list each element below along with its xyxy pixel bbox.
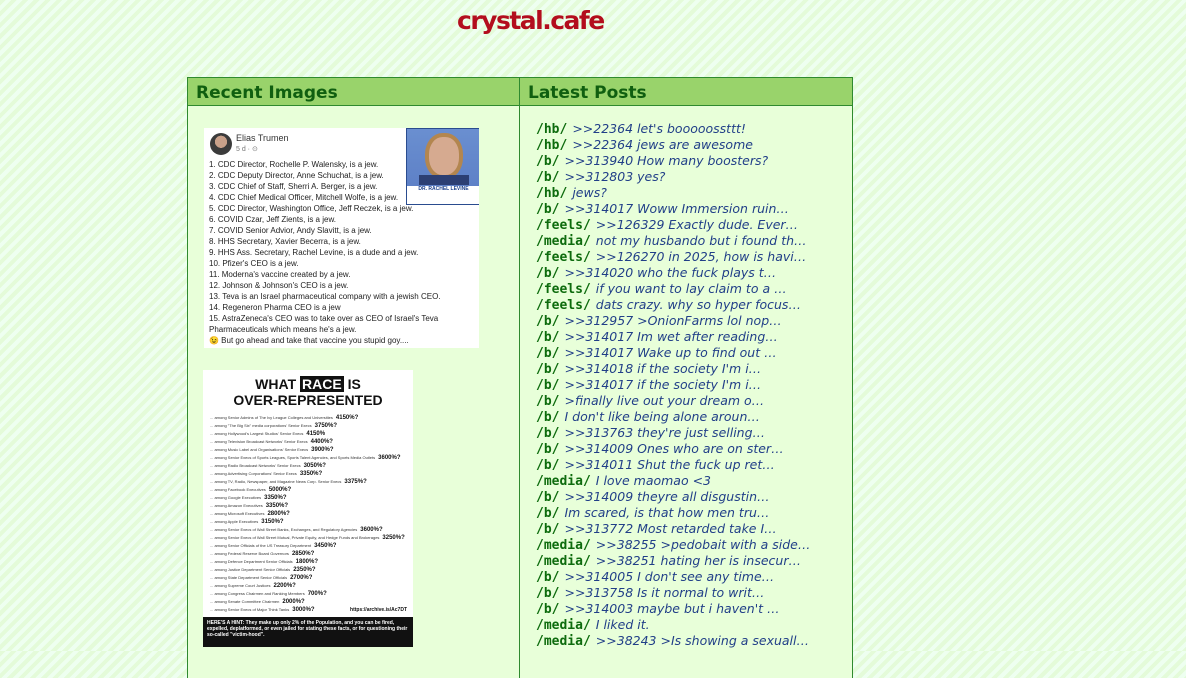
post-excerpt-link[interactable]: >>314005 I don't see any time… bbox=[564, 569, 775, 584]
image-text-line: 14. Regeneron Pharma CEO is a jew bbox=[209, 303, 341, 312]
infographic-title bbox=[203, 376, 413, 408]
post-board-link[interactable]: /media/ bbox=[536, 474, 591, 489]
row-value: 4400%? bbox=[310, 439, 333, 445]
row-label: ... among Senior Officials of the US Treasury Department bbox=[210, 543, 312, 548]
post-board-link[interactable]: /b/ bbox=[536, 394, 560, 409]
post-item bbox=[536, 473, 848, 489]
post-excerpt-link[interactable]: not my husbando but i found th… bbox=[595, 233, 807, 248]
post-item bbox=[536, 457, 848, 473]
infographic-row bbox=[210, 502, 413, 510]
post-item bbox=[536, 329, 848, 345]
infographic-row bbox=[210, 494, 413, 502]
post-item bbox=[536, 265, 848, 281]
image-text-line: 7. COVID Senior Advior, Andy Slavitt, is a jew. bbox=[209, 226, 372, 235]
row-value: 3350%? bbox=[299, 471, 323, 477]
post-board-link[interactable]: /b/ bbox=[536, 522, 560, 537]
row-label: ... among Advertising Corporations' Senior Execs bbox=[210, 471, 297, 476]
archive-link-text: https://archive.is/Ac7DT bbox=[350, 607, 407, 613]
infographic-row bbox=[210, 566, 413, 574]
infographic-row bbox=[210, 422, 413, 430]
author-avatar bbox=[210, 133, 232, 155]
post-item bbox=[536, 521, 848, 537]
row-value: 2000%? bbox=[282, 599, 305, 605]
post-board-link[interactable]: /feels/ bbox=[536, 218, 591, 233]
infographic-row bbox=[210, 558, 413, 566]
row-value: 3350%? bbox=[264, 495, 287, 501]
row-value: 2350%? bbox=[293, 567, 316, 573]
row-label: ... among Federal Reserve Board Governors bbox=[210, 551, 289, 556]
post-excerpt-link[interactable]: Im scared, is that how men tru… bbox=[564, 505, 770, 520]
recent-image-2[interactable] bbox=[203, 370, 413, 647]
post-item bbox=[536, 153, 848, 169]
recent-images-header: Recent Images bbox=[188, 78, 519, 106]
row-value: 3600%? bbox=[378, 455, 401, 461]
post-board-link[interactable]: /b/ bbox=[536, 378, 560, 393]
row-value: 4150% bbox=[306, 431, 326, 437]
title-line-2: OVER-REPRESENTED bbox=[233, 392, 383, 408]
row-value: 2850%? bbox=[291, 551, 315, 557]
post-excerpt-link[interactable]: >>312803 yes? bbox=[564, 169, 666, 184]
latest-posts-list bbox=[536, 121, 848, 649]
title-part-1: WHAT bbox=[255, 376, 301, 392]
row-label: ... among Television Broadcast Networks' Senior Execs bbox=[210, 439, 308, 444]
image-text-line: 6. COVID Czar, Jeff Zients, is a jew. bbox=[209, 215, 337, 224]
infographic-row bbox=[210, 542, 413, 550]
photo-caption: DR. RACHEL LEVINE bbox=[407, 186, 479, 204]
row-label: ... among Senior Execs of Major Think Tanks bbox=[210, 607, 290, 612]
image-text-line: 5. CDC Director, Washington Office, Jeff Reczek, is a jew. bbox=[209, 204, 414, 213]
infographic-row bbox=[210, 462, 413, 470]
image-text-line: 1. CDC Director, Rochelle P. Walensky, is a jew. bbox=[209, 160, 379, 169]
post-item bbox=[536, 441, 848, 457]
post-board-link[interactable]: /b/ bbox=[536, 490, 560, 505]
post-board-link[interactable]: /hb/ bbox=[536, 122, 568, 137]
hint-text: HERE'S A HINT: They make up only 2% of the Population, and you can be fired, expelled, deplatformed, or even jailed for stating these facts, or for questioning their so-called "victim-hood". bbox=[203, 617, 413, 647]
post-excerpt-link[interactable]: >>314009 Ones who are on ster… bbox=[564, 441, 784, 456]
post-board-link[interactable]: /b/ bbox=[536, 442, 560, 457]
post-item bbox=[536, 169, 848, 185]
recent-images-panel bbox=[188, 78, 520, 678]
infographic-row bbox=[210, 518, 413, 526]
infographic-rows bbox=[210, 414, 413, 614]
row-value: 2200%? bbox=[273, 583, 296, 589]
post-board-link[interactable]: /feels/ bbox=[536, 250, 591, 265]
post-board-link[interactable]: /b/ bbox=[536, 570, 560, 585]
post-item bbox=[536, 569, 848, 585]
row-label: ... among State Department Senior Officials bbox=[210, 575, 288, 580]
post-board-link[interactable]: /b/ bbox=[536, 170, 560, 185]
post-item bbox=[536, 233, 848, 249]
post-excerpt-link[interactable]: >>313940 How many boosters? bbox=[564, 153, 769, 168]
post-excerpt-link[interactable]: dats crazy. why so hyper focus… bbox=[595, 297, 801, 312]
post-board-link[interactable]: /media/ bbox=[536, 538, 591, 553]
post-board-link[interactable]: /feels/ bbox=[536, 298, 591, 313]
post-board-link[interactable]: /feels/ bbox=[536, 282, 591, 297]
image-text-line: 15. AstraZeneca's CEO was to take over as CEO of Israel's Teva Pharmaceuticals which means he's a jew. bbox=[209, 314, 439, 334]
latest-posts-header: Latest Posts bbox=[520, 78, 852, 106]
post-board-link[interactable]: /b/ bbox=[536, 154, 560, 169]
row-value: 3375%? bbox=[344, 479, 367, 485]
post-excerpt-link[interactable]: I don't like being alone aroun… bbox=[564, 409, 760, 424]
post-item bbox=[536, 345, 848, 361]
infographic-row bbox=[210, 478, 413, 486]
row-value: 700%? bbox=[307, 591, 327, 597]
row-label: ... among Justice Department Senior Officials bbox=[210, 567, 291, 572]
infographic-row bbox=[210, 446, 413, 454]
post-board-link[interactable]: /hb/ bbox=[536, 186, 568, 201]
post-excerpt-link[interactable]: >>313758 Is it normal to writ… bbox=[564, 585, 765, 600]
row-value: 3250%? bbox=[382, 535, 405, 541]
post-board-link[interactable]: /b/ bbox=[536, 362, 560, 377]
image-text-line: 3. CDC Chief of Staff, Sherri A. Berger, is a jew. bbox=[209, 182, 378, 191]
infographic-row bbox=[210, 590, 413, 598]
post-excerpt-link[interactable]: >>314017 Wake up to find out … bbox=[564, 345, 777, 360]
infographic-row bbox=[210, 486, 413, 494]
post-item bbox=[536, 217, 848, 233]
infographic-row bbox=[210, 414, 413, 422]
post-board-link[interactable]: /b/ bbox=[536, 330, 560, 345]
row-label: ... among Music Label and Organisations' Senior Execs bbox=[210, 447, 309, 452]
row-value: 5000%? bbox=[268, 487, 292, 493]
post-excerpt-link[interactable]: I liked it. bbox=[595, 617, 650, 632]
row-label: ... among Senior Execs of Sports Leagues, Sports Talent Agencies, and Sports Media Outlets bbox=[210, 455, 376, 460]
row-value: 3350%? bbox=[265, 503, 289, 509]
post-item bbox=[536, 585, 848, 601]
post-excerpt-link[interactable]: >>38243 >Is showing a sexuall… bbox=[595, 633, 809, 648]
post-board-link[interactable]: /b/ bbox=[536, 346, 560, 361]
image-text-line: 😉 But go ahead and take that vaccine you stupid goy.... bbox=[209, 336, 409, 345]
post-excerpt-link[interactable]: >>38255 >pedobait with a side… bbox=[595, 537, 811, 552]
row-label: ... among Microsoft Executives bbox=[210, 511, 265, 516]
post-excerpt-link[interactable]: >>314018 if the society I'm i… bbox=[564, 361, 762, 376]
row-label: ... among Senior Admins of The Ivy League Colleges and Universities bbox=[210, 415, 333, 420]
post-item bbox=[536, 377, 848, 393]
post-board-link[interactable]: /hb/ bbox=[536, 138, 568, 153]
row-value: 3050%? bbox=[303, 463, 326, 469]
post-board-link[interactable]: /b/ bbox=[536, 410, 560, 425]
post-excerpt-link[interactable]: if you want to lay claim to a … bbox=[595, 281, 787, 296]
post-item bbox=[536, 393, 848, 409]
post-item bbox=[536, 297, 848, 313]
title-part-2: IS bbox=[343, 376, 361, 392]
row-label: ... among Facebook Executives bbox=[210, 487, 266, 492]
post-board-link[interactable]: /b/ bbox=[536, 266, 560, 281]
site-title[interactable]: crystal.cafe bbox=[457, 6, 604, 35]
post-board-link[interactable]: /media/ bbox=[536, 234, 591, 249]
infographic-row bbox=[210, 598, 413, 606]
post-excerpt-link[interactable]: >>126270 in 2025, how is havi… bbox=[595, 249, 807, 264]
row-value: 3900%? bbox=[311, 447, 334, 453]
post-item bbox=[536, 425, 848, 441]
post-item bbox=[536, 185, 848, 201]
post-item bbox=[536, 249, 848, 265]
post-board-link[interactable]: /b/ bbox=[536, 458, 560, 473]
post-excerpt-link[interactable]: >>314009 theyre all disgustin… bbox=[564, 489, 770, 504]
row-label: ... among TV, Radio, Newspaper, and Magazine News Corp. Senior Execs bbox=[210, 479, 342, 484]
row-label: ... among Hollywood's Largest Studios' Senior Execs bbox=[210, 431, 304, 436]
post-item bbox=[536, 121, 848, 137]
post-item bbox=[536, 409, 848, 425]
post-item bbox=[536, 361, 848, 377]
post-board-link[interactable]: /b/ bbox=[536, 202, 560, 217]
infographic-row bbox=[210, 510, 413, 518]
post-excerpt-link[interactable]: >>38251 hating her is insecur… bbox=[595, 553, 801, 568]
post-excerpt-link[interactable]: I love maomao <3 bbox=[595, 473, 712, 488]
infographic-row bbox=[210, 526, 413, 534]
image-text-line: 12. Johnson & Johnson's CEO is a jew. bbox=[209, 281, 349, 290]
post-item bbox=[536, 201, 848, 217]
row-label: ... among Senior Execs of Wall Street Banks, Exchanges, and Regulatory Agencies bbox=[210, 527, 358, 532]
post-excerpt-link[interactable]: >>314003 maybe but i haven't … bbox=[564, 601, 780, 616]
post-board-link[interactable]: /b/ bbox=[536, 602, 560, 617]
row-value: 3150%? bbox=[261, 519, 284, 525]
post-excerpt-link[interactable]: >>314017 if the society I'm i… bbox=[564, 377, 762, 392]
infographic-row bbox=[210, 550, 413, 558]
row-label: ... among Apple Executives bbox=[210, 519, 259, 524]
row-label: ... among Senate Committee Chairmen bbox=[210, 599, 280, 604]
row-label: ... among Google Executives bbox=[210, 495, 262, 500]
row-value: 3450%? bbox=[314, 543, 337, 549]
infographic-row bbox=[210, 534, 413, 542]
image-text-line: 8. HHS Secretary, Xavier Becerra, is a jew. bbox=[209, 237, 361, 246]
row-value: 1800%? bbox=[295, 559, 318, 565]
post-item bbox=[536, 537, 848, 553]
row-value: 3600%? bbox=[360, 527, 383, 533]
image-text-line: 11. Moderna's vaccine created by a jew. bbox=[209, 270, 351, 279]
post-item bbox=[536, 505, 848, 521]
post-board-link[interactable]: /media/ bbox=[536, 634, 591, 649]
infographic-row bbox=[210, 438, 413, 446]
post-board-link[interactable]: /b/ bbox=[536, 314, 560, 329]
image-text-line: 10. Pfizer's CEO is a jew. bbox=[209, 259, 299, 268]
row-value: 2800%? bbox=[267, 511, 290, 517]
post-excerpt-link[interactable]: >>22364 jews are awesome bbox=[572, 137, 753, 152]
row-label: ... among Supreme Court Justices bbox=[210, 583, 271, 588]
post-excerpt-link[interactable]: >>126329 Exactly dude. Ever… bbox=[595, 217, 799, 232]
post-excerpt-link[interactable]: >finally live out your dream o… bbox=[564, 393, 765, 408]
post-board-link[interactable]: /b/ bbox=[536, 426, 560, 441]
post-item bbox=[536, 281, 848, 297]
title-highlight: RACE bbox=[302, 376, 342, 392]
infographic-row bbox=[210, 454, 413, 462]
image-text-line: 4. CDC Chief Medical Officer, Mitchell Wolfe, is a jew. bbox=[209, 193, 399, 202]
row-label: ... among Amazon Executives bbox=[210, 503, 263, 508]
image-text-lines bbox=[209, 159, 474, 346]
infographic-row bbox=[210, 582, 413, 590]
recent-image-1[interactable] bbox=[204, 128, 479, 348]
author-name: Elias Trumen bbox=[236, 133, 289, 143]
post-excerpt-link[interactable]: >>314020 who the fuck plays t… bbox=[564, 265, 777, 280]
row-value: 3000%? bbox=[292, 607, 315, 613]
post-board-link[interactable]: /media/ bbox=[536, 618, 591, 633]
post-item bbox=[536, 601, 848, 617]
post-board-link[interactable]: /media/ bbox=[536, 554, 591, 569]
post-item bbox=[536, 633, 848, 649]
row-label: ... among "The Big Six" media corporations' Senior Execs bbox=[210, 423, 312, 428]
row-label: ... among Radio Broadcast Networks' Senior Execs bbox=[210, 463, 301, 468]
post-excerpt-link[interactable]: >>313763 they're just selling… bbox=[564, 425, 766, 440]
image-text-line: 9. HHS Ass. Secretary, Rachel Levine, is a dude and a jew. bbox=[209, 248, 419, 257]
row-label: ... among Defence Department Senior Officials bbox=[210, 559, 293, 564]
post-item bbox=[536, 137, 848, 153]
image-text-line: 2. CDC Deputy Director, Anne Schuchat, is a jew. bbox=[209, 171, 384, 180]
post-excerpt-link[interactable]: >>312957 >OnionFarms lol nop… bbox=[564, 313, 782, 328]
post-excerpt-link[interactable]: jews? bbox=[572, 185, 607, 200]
post-item bbox=[536, 617, 848, 633]
row-value: 4150%? bbox=[335, 415, 359, 421]
infographic-row bbox=[210, 430, 413, 438]
content-panels bbox=[187, 77, 853, 678]
post-item bbox=[536, 489, 848, 505]
latest-posts-panel bbox=[520, 78, 852, 678]
post-excerpt-link[interactable]: >>314017 Woww Immersion ruin… bbox=[564, 201, 789, 216]
post-item bbox=[536, 313, 848, 329]
post-excerpt-link[interactable]: >>314011 Shut the fuck up ret… bbox=[564, 457, 775, 472]
row-value: 2700%? bbox=[290, 575, 313, 581]
post-excerpt-link[interactable]: >>313772 Most retarded take I… bbox=[564, 521, 777, 536]
post-board-link[interactable]: /b/ bbox=[536, 506, 560, 521]
infographic-row bbox=[210, 574, 413, 582]
post-excerpt-link[interactable]: >>314017 Im wet after reading… bbox=[564, 329, 778, 344]
post-board-link[interactable]: /b/ bbox=[536, 586, 560, 601]
post-meta: 5 d · ⊙ bbox=[236, 146, 258, 153]
image-text-line: 13. Teva is an Israel pharmaceutical company with a jewish CEO. bbox=[209, 292, 441, 301]
post-excerpt-link[interactable]: >>22364 let's booooossttt! bbox=[572, 121, 746, 136]
post-item bbox=[536, 553, 848, 569]
row-label: ... among Senior Execs of Wall Street Mutual, Private Equity, and Hedge Funds and Brokerages bbox=[210, 535, 380, 540]
infographic-row bbox=[210, 470, 413, 478]
row-label: ... among Congress Chairmen and Ranking Members bbox=[210, 591, 305, 596]
row-value: 3750%? bbox=[314, 423, 338, 429]
